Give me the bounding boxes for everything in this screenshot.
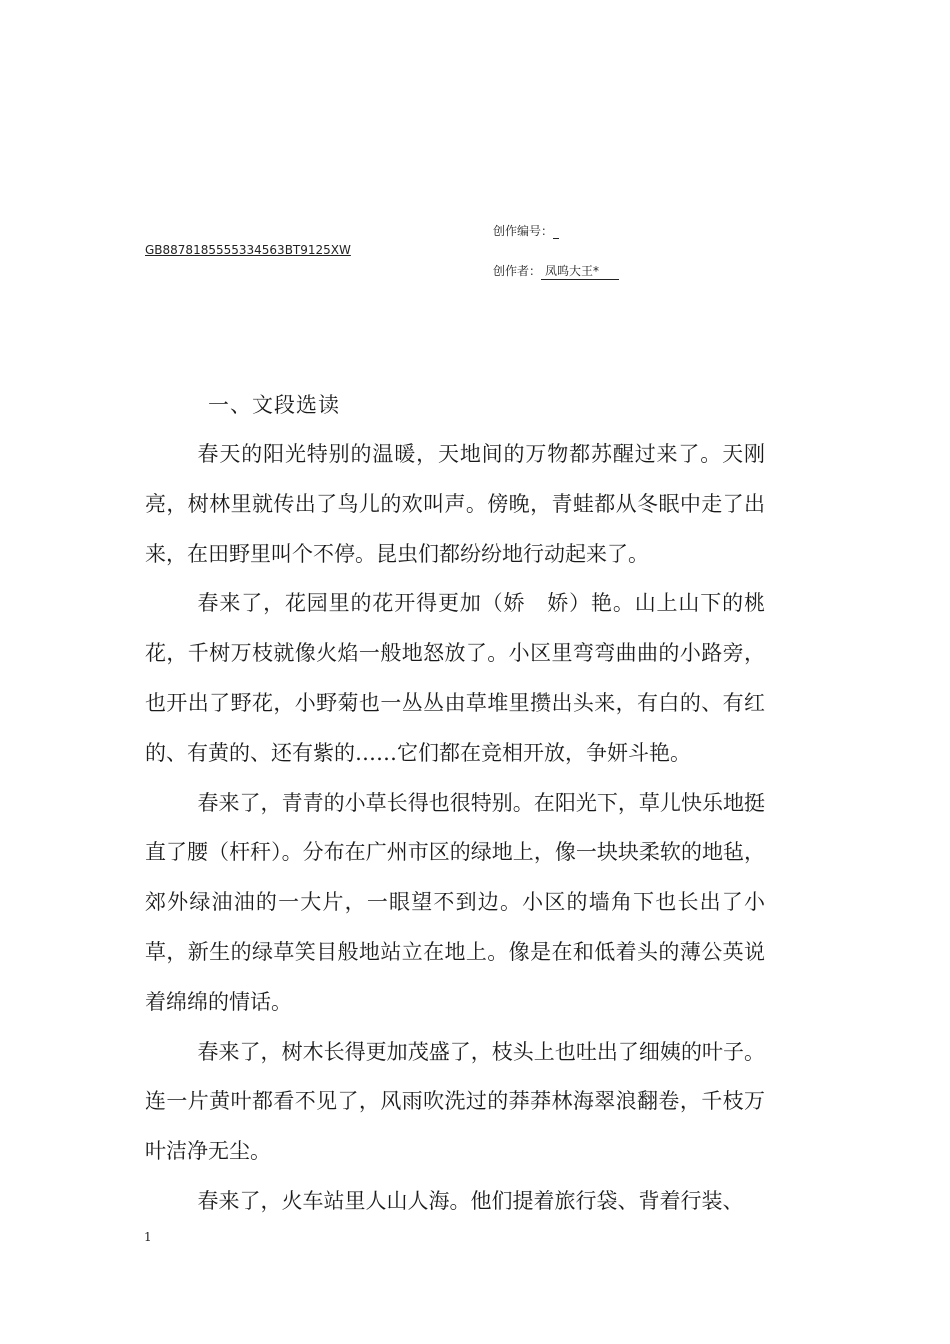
section-title: 一、文段选读: [208, 393, 340, 417]
creation-number-blank: [553, 226, 559, 239]
creation-number-label: 创作编号：: [493, 224, 554, 238]
document-code: GB8878185555334563BT9125XW: [145, 243, 351, 257]
paragraph: 春来了，火车站里人山人海。他们提着旅行袋、背着行装、: [197, 1188, 744, 1213]
creation-number: [493, 222, 559, 239]
body-text: [145, 430, 765, 1227]
author-name: 凤呜大王*: [541, 262, 619, 280]
author-line: [493, 262, 619, 280]
page-number: 1: [144, 1230, 152, 1244]
paragraph: 春来了，树木长得更加茂盛了，枝头上也吐出了细姨的叶子。连一片黄叶都看不见了，风雨吹洗过的莽莽林海翠浪翻卷，千枝万叶洁净无尘。: [145, 1039, 765, 1164]
paragraph: 春来了，花园里的花开得更加（娇 娇）艳。山上山下的桃花，千树万枝就像火焰一般地怒放了。小区里弯弯曲曲的小路旁，也开出了野花，小野菊也一丛丛由草堆里攒出头来，有白的、有红的、有黄的、还有紫的……它们都在竞相开放，争妍斗艳。: [145, 591, 765, 765]
author-label: 创作者：: [493, 264, 542, 278]
paragraph: 春来了，青青的小草长得也很特别。在阳光下，草儿快乐地挺直了腰（杆秆）。分布在广州市区的绿地上，像一块块柔软的地毡，郊外绿油油的一大片，一眼望不到边。小区的墙角下也长出了小草，新生的绿草笑目般地站立在地上。像是在和低着头的薄公英说着绵绵的情话。: [145, 790, 765, 1014]
paragraph: 春天的阳光特别的温暖，天地间的万物都苏醒过来了。天刚亮，树林里就传出了鸟儿的欢叫声。傍晚，青蛙都从冬眠中走了出来，在田野里叫个不停。昆虫们都纷纷地行动起来了。: [145, 442, 765, 566]
